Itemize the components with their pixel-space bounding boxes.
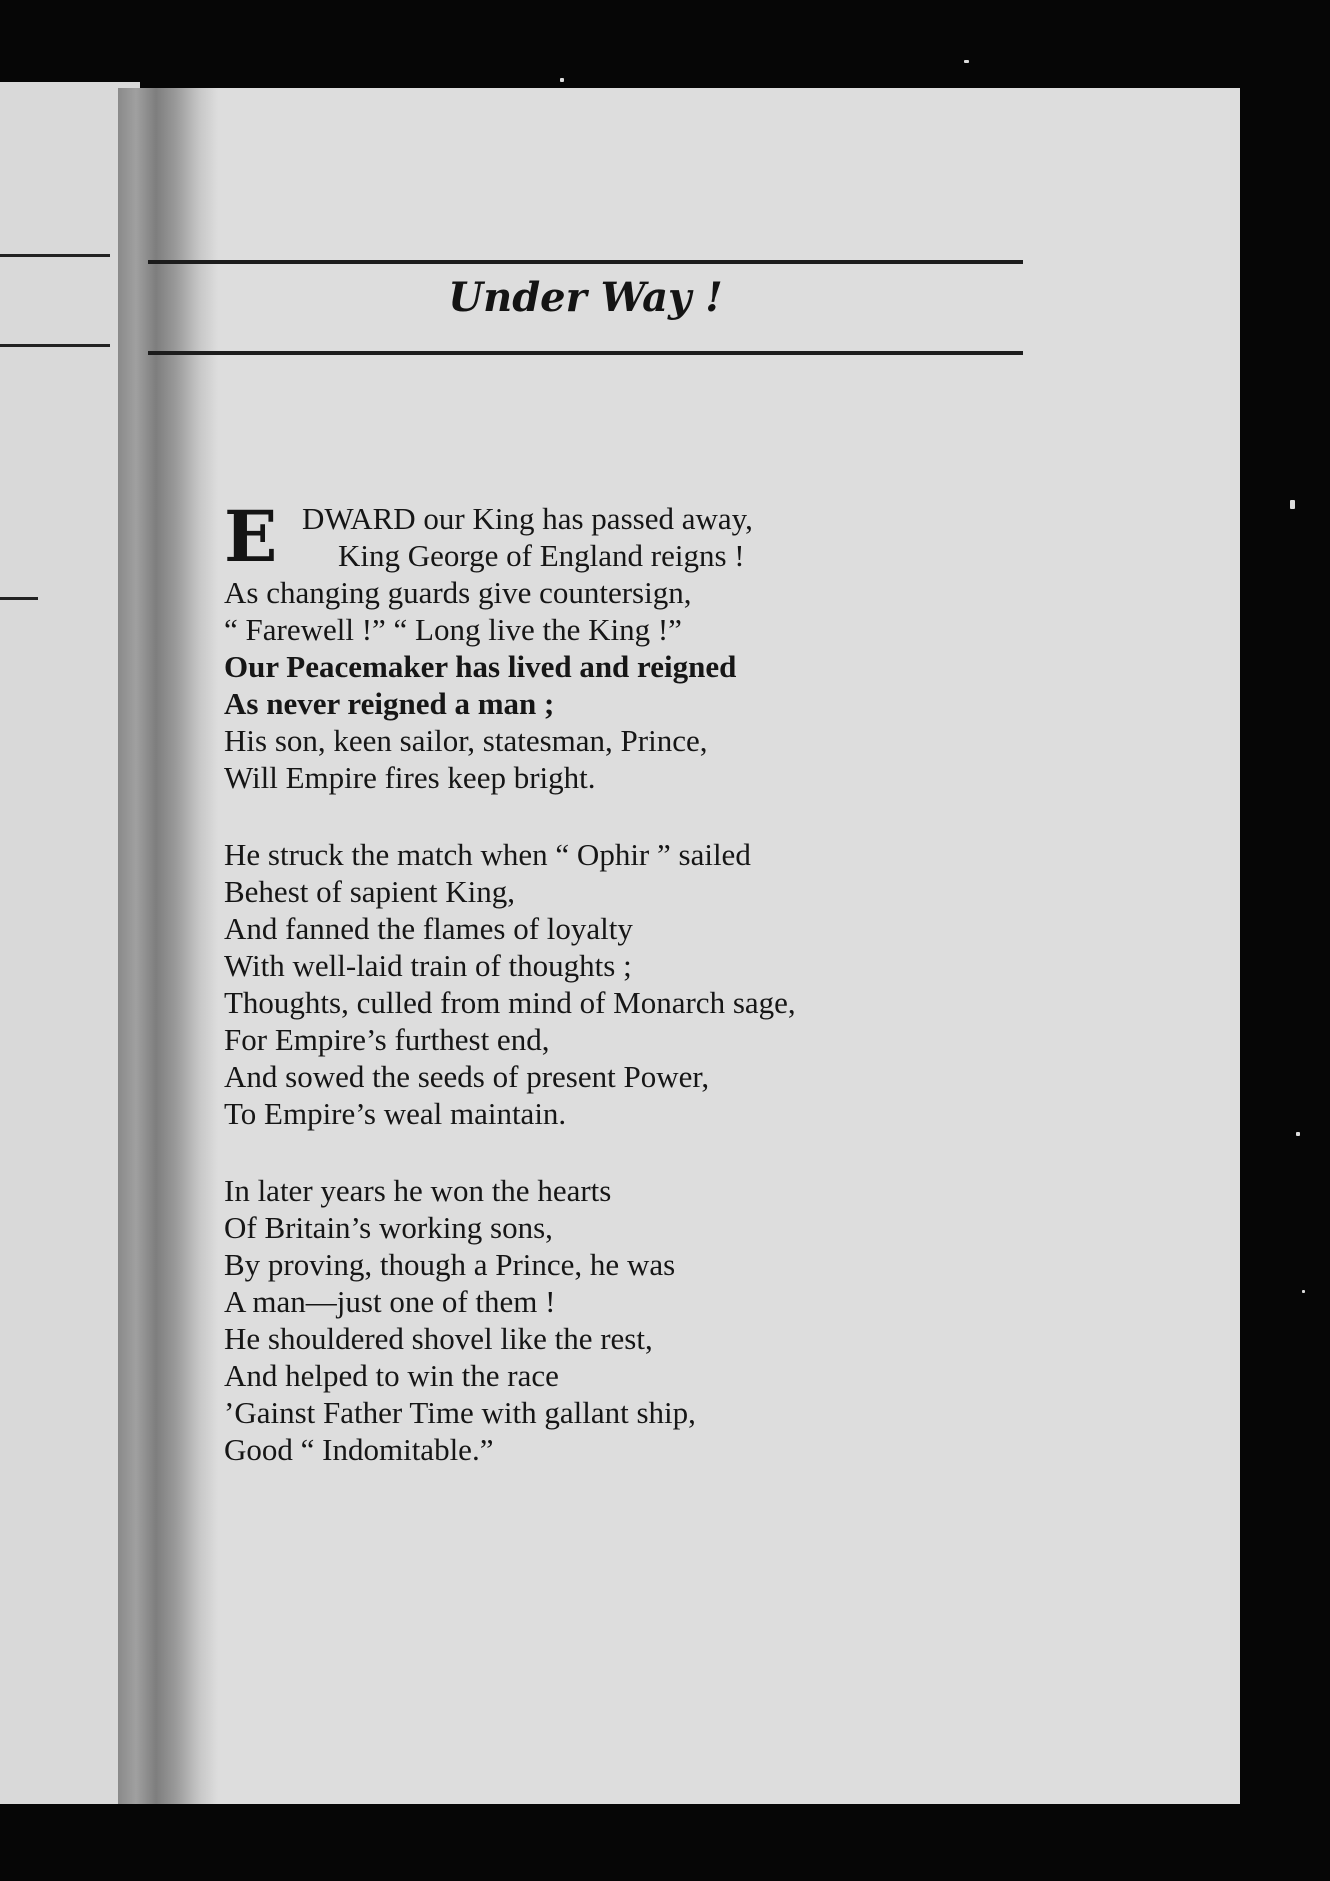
binding-gutter-shadow [118, 88, 218, 1804]
poem-line: DWARD our King has passed away, [302, 501, 753, 536]
poem-line: Good “ Indomitable.” [224, 1432, 494, 1467]
scan-speck [1296, 1132, 1300, 1136]
drop-cap-block [224, 495, 1124, 578]
poem-line: As changing guards give countersign, [224, 575, 692, 610]
poem-line: For Empire’s furthest end, [224, 1022, 550, 1057]
poem-line: His son, keen sailor, statesman, Prince, [224, 723, 708, 758]
poem-line: To Empire’s weal maintain. [224, 1096, 567, 1131]
poem-line: A man—just one of them ! [224, 1284, 556, 1319]
poem-line: With well-laid train of thoughts ; [224, 948, 632, 983]
poem-line: “ Farewell !” “ Long live the King !” [224, 612, 682, 647]
poem-line: In later years he won the hearts [224, 1173, 612, 1208]
poem-line: ’Gainst Father Time with gallant ship, [224, 1395, 696, 1430]
facing-page-rule [0, 344, 110, 347]
facing-page-rule [0, 597, 38, 600]
poem-line: Of Britain’s working sons, [224, 1210, 553, 1245]
scan-speck [1302, 1290, 1305, 1293]
poem-stanza [224, 1172, 1124, 1468]
page-title: Under Way ! [448, 274, 723, 321]
title-rule-bottom [148, 351, 1023, 355]
poem-stanza [224, 495, 1124, 796]
poem [224, 495, 1124, 1508]
poem-line: He struck the match when “ Ophir ” sailed [224, 837, 751, 872]
poem-line: He shouldered shovel like the rest, [224, 1321, 653, 1356]
title-rule-top [148, 260, 1023, 264]
poem-line: By proving, though a Prince, he was [224, 1247, 676, 1282]
book-page [118, 88, 1240, 1804]
scan-speck [560, 78, 564, 82]
poem-line: Thoughts, culled from mind of Monarch sage, [224, 985, 796, 1020]
decorative-initial: E [224, 495, 278, 578]
poem-line: And sowed the seeds of present Power, [224, 1059, 710, 1094]
poem-stanza [224, 836, 1124, 1132]
poem-line: Will Empire fires keep bright. [224, 760, 596, 795]
poem-line: And helped to win the race [224, 1358, 559, 1393]
poem-line: And fanned the flames of loyalty [224, 911, 633, 946]
scan-speck [964, 60, 969, 63]
poem-line: King George of England reigns ! [338, 538, 745, 573]
poem-line: Our Peacemaker has lived and reigned [224, 649, 737, 684]
scan-speck [1290, 500, 1295, 509]
poem-line: As never reigned a man ; [224, 686, 555, 721]
facing-page-rule [0, 254, 110, 257]
poem-line: Behest of sapient King, [224, 874, 516, 909]
